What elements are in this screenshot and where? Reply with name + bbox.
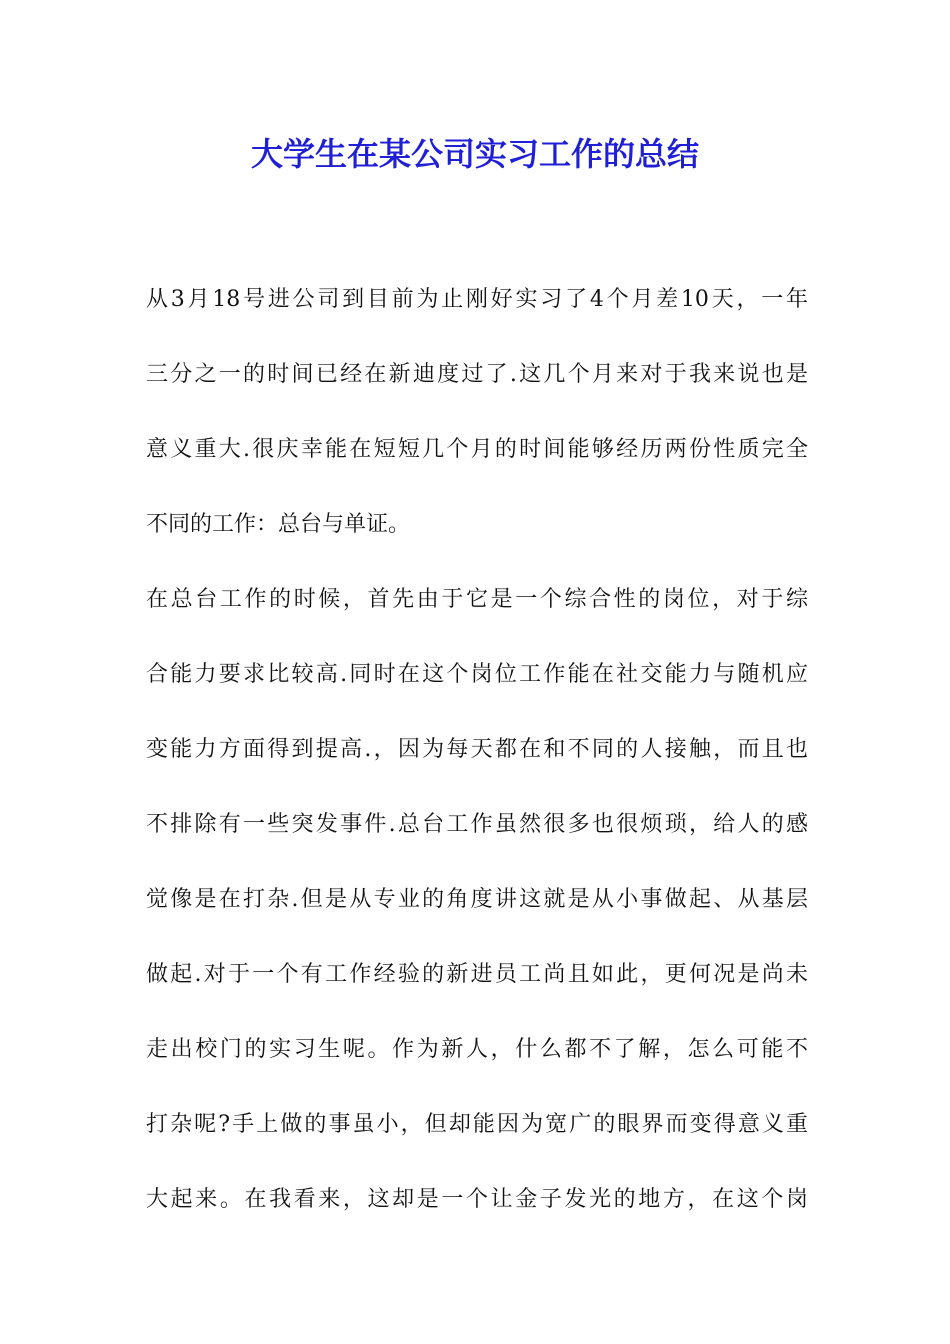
text-line: 从3月18号进公司到目前为止刚好实习了4个月差10天，一年 [146, 287, 808, 312]
text-line: 走出校门的实习生呢。作为新人，什么都不了解，怎么可能不 [146, 1037, 808, 1062]
text-line: 在总台工作的时候，首先由于它是一个综合性的岗位，对于综 [146, 587, 808, 612]
text-line: 合能力要求比较高.同时在这个岗位工作能在社交能力与随机应 [146, 662, 808, 687]
text-line: 觉像是在打杂.但是从专业的角度讲这就是从小事做起、从基层 [146, 887, 808, 912]
paragraph-1 [146, 262, 808, 562]
text-line: 大起来。在我看来，这却是一个让金子发光的地方，在这个岗 [146, 1187, 808, 1212]
text-line: 做起.对于一个有工作经验的新进员工尚且如此，更何况是尚未 [146, 962, 808, 987]
text-line: 变能力方面得到提高.，因为每天都在和不同的人接触，而且也 [146, 737, 808, 762]
paragraph-2 [146, 562, 808, 1237]
text-line: 三分之一的时间已经在新迪度过了.这几个月来对于我来说也是 [146, 362, 808, 387]
text-line: 打杂呢?手上做的事虽小，但却能因为宽广的眼界而变得意义重 [146, 1112, 808, 1137]
text-line: 不同的工作：总台与单证。 [146, 512, 411, 537]
text-line: 不排除有一些突发事件.总台工作虽然很多也很烦琐，给人的感 [146, 812, 808, 837]
document-title: 大学生在某公司实习工作的总结 [250, 135, 699, 173]
text-line: 意义重大.很庆幸能在短短几个月的时间能够经历两份性质完全 [146, 437, 808, 462]
document-body [146, 262, 808, 1237]
